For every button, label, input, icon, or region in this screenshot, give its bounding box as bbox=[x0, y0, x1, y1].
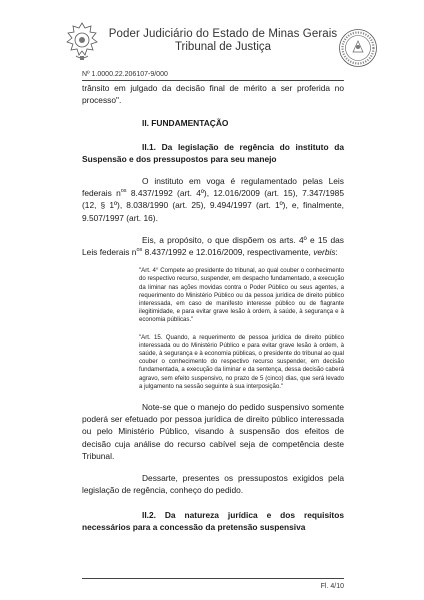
footer-divider bbox=[82, 578, 344, 579]
paragraph-continuation: trânsito em julgado da decisão final de mérito a ser proferida no processo". bbox=[82, 83, 344, 106]
tribunal-seal-icon bbox=[338, 28, 378, 68]
coat-of-arms-icon bbox=[62, 20, 102, 62]
subsection-heading-natureza: II.2. Da natureza jurídica e dos requisitos necessários para a concessão da pretensão suspensiva bbox=[82, 509, 344, 532]
paragraph-arts: Eis, a propósito, o que dispõem os arts. 4º e 15 das Leis federais $n^{os}$ 8.437/1992 e 12.016/2009, respectivamente, verbis: bbox=[82, 234, 344, 258]
document-body bbox=[82, 82, 344, 541]
page-number: Fl. 4/10 bbox=[320, 583, 344, 590]
process-number: Nº 1.0000.22.206107-9/000 bbox=[82, 71, 168, 78]
quote-art-4: "Art. 4° Compete ao presidente do tribunal, ao qual couber o conhecimento do respectivo recurso, suspender, em despacho fundamentado, a execução da liminar nas ações movidas contra o Poder Público ou seus agentes, a requerimento do Ministério Público ou da pessoa jurídica de direito público interessada, em caso de manifesto interesse público ou de flagrante ilegitimidade, e para evitar grave lesão à ordem, à saúde, à segurança e à economia públicas." bbox=[139, 267, 344, 324]
paragraph-manejo: Note-se que o manejo do pedido suspensivo somente poderá ser efetuado por pessoa jurídica de direito público interessada ou pelo Ministério Público, visando à suspensão dos efeitos de decisão cuja análise do recurso cabível seja de competência deste Tribunal. bbox=[82, 402, 344, 461]
subsection-heading-legislacao: II.1. Da legislação de regência do instituto da Suspensão e dos pressupostos para seu manejo bbox=[82, 141, 344, 164]
paragraph-dessarte: Dessarte, presentes os pressupostos exigidos pela legislação de regência, conheço do pedido. bbox=[82, 473, 344, 496]
court-title bbox=[108, 28, 338, 53]
quote-art-15: "Art. 15. Quando, a requerimento de pessoa jurídica de direito público interessada ou do Ministério Público e para evitar grave lesão à ordem, à saúde, à segurança e à economia públicas, o presidente do tribunal ao qual couber o conhecimento do respectivo recurso suspender, em decisão fundamentada, a execução da liminar e da sentença, dessa decisão caberá agravo, sem efeito suspensivo, no prazo de 5 (cinco) dias, que será levado a julgamento na sessão seguinte à sua interposição." bbox=[139, 333, 344, 390]
court-subtitle: Tribunal de Justiça bbox=[174, 41, 272, 53]
page-header bbox=[62, 20, 382, 64]
court-name: Poder Judiciário do Estado de Minas Gerais bbox=[108, 28, 338, 40]
section-heading-fundamentacao: II. FUNDAMENTAÇÃO bbox=[142, 118, 229, 129]
paragraph-instituto: O instituto em voga é regulamentado pelas Leis federais $n^{os}$ 8.437/1992 (art. 4º), 12.016/2009 (art. 15), 7.347/1985 (12, § 1º), 8.038/1990 (art. 25), 9.494/1997 (art. 1º), e, finalmente, 9.507/1997 (art. 16). bbox=[82, 176, 344, 223]
header-divider bbox=[82, 80, 344, 81]
